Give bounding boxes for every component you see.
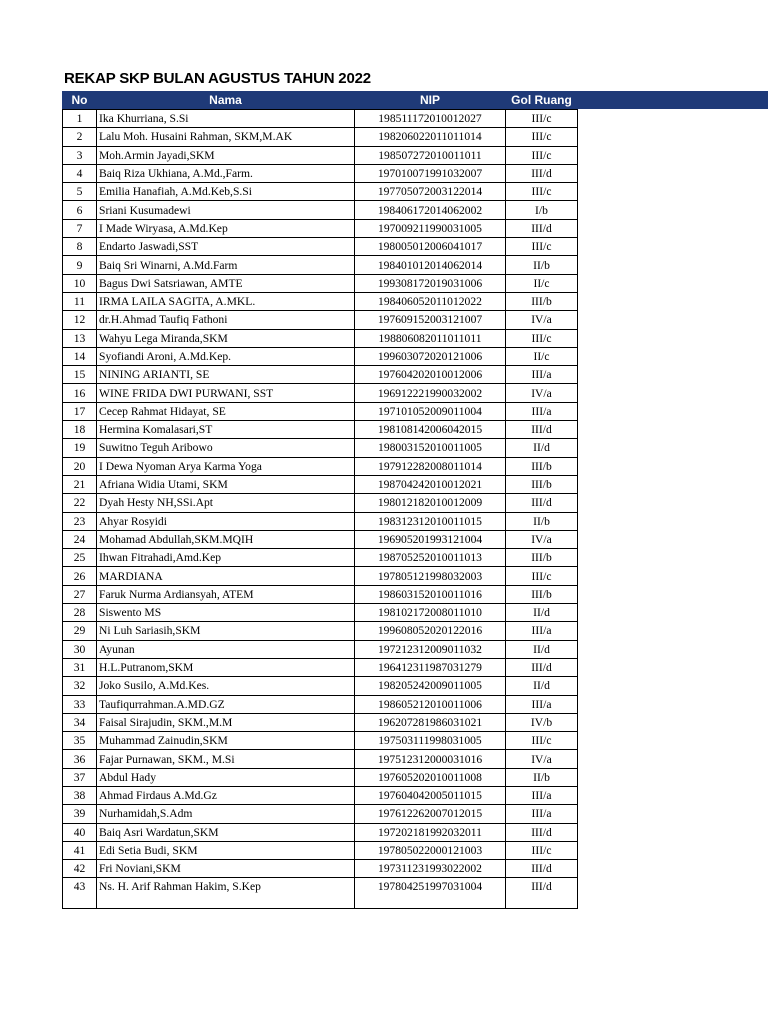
cell-gol[interactable]: III/c (506, 238, 578, 256)
cell-nip[interactable]: 198603152010011016 (355, 585, 506, 603)
cell-gol[interactable]: III/d (506, 421, 578, 439)
table-row (63, 823, 578, 841)
cell-nip[interactable]: 196912221990032002 (355, 384, 506, 402)
cell-no[interactable]: 43 (63, 878, 97, 909)
cell-nama[interactable]: Faisal Sirajudin, SKM.,M.M (97, 713, 355, 731)
cell-gol[interactable]: II/c (506, 347, 578, 365)
cell-gol[interactable]: III/a (506, 366, 578, 384)
cell-no[interactable]: 19 (63, 439, 97, 457)
cell-nama[interactable]: I Made Wiryasa, A.Md.Kep (97, 219, 355, 237)
skp-table (62, 91, 578, 909)
cell-nama[interactable]: Wahyu Lega Miranda,SKM (97, 329, 355, 347)
table-row (63, 421, 578, 439)
cell-no[interactable]: 30 (63, 640, 97, 658)
table-row (63, 274, 578, 292)
table-row (63, 457, 578, 475)
cell-nip[interactable]: 198205242009011005 (355, 677, 506, 695)
column-header-nip[interactable]: NIP (355, 91, 506, 110)
cell-gol[interactable]: III/d (506, 658, 578, 676)
table-row (63, 878, 578, 909)
cell-gol[interactable]: II/c (506, 274, 578, 292)
cell-nip[interactable]: 199308172019031006 (355, 274, 506, 292)
cell-nama[interactable]: Emilia Hanafiah, A.Md.Keb,S.Si (97, 183, 355, 201)
cell-nama[interactable]: Ahmad Firdaus A.Md.Gz (97, 786, 355, 804)
cell-gol[interactable]: III/c (506, 128, 578, 146)
cell-no[interactable]: 16 (63, 384, 97, 402)
cell-nip[interactable]: 197503111998031005 (355, 732, 506, 750)
cell-no[interactable]: 29 (63, 622, 97, 640)
cell-no[interactable]: 31 (63, 658, 97, 676)
cell-nip[interactable]: 197705072003122014 (355, 183, 506, 201)
cell-nama[interactable]: Lalu Moh. Husaini Rahman, SKM,M.AK (97, 128, 355, 146)
cell-nip[interactable]: 198005012006041017 (355, 238, 506, 256)
table-row (63, 292, 578, 310)
cell-no[interactable]: 28 (63, 604, 97, 622)
cell-nip[interactable]: 198206022011011014 (355, 128, 506, 146)
cell-gol[interactable]: II/b (506, 512, 578, 530)
cell-nip[interactable]: 197604042005011015 (355, 786, 506, 804)
table-row (63, 695, 578, 713)
cell-gol[interactable]: II/b (506, 768, 578, 786)
cell-no[interactable]: 36 (63, 750, 97, 768)
table-row (63, 677, 578, 695)
table-row (63, 475, 578, 493)
cell-nip[interactable]: 197604202010012006 (355, 366, 506, 384)
cell-nip[interactable]: 198705252010011013 (355, 549, 506, 567)
table-row (63, 256, 578, 274)
cell-nama[interactable]: Afriana Widia Utami, SKM (97, 475, 355, 493)
table-row (63, 805, 578, 823)
cell-nama[interactable]: IRMA LAILA SAGITA, A.MKL. (97, 292, 355, 310)
table-row (63, 713, 578, 731)
cell-nama[interactable]: dr.H.Ahmad Taufiq Fathoni (97, 311, 355, 329)
cell-nip[interactable]: 199603072020121006 (355, 347, 506, 365)
column-header-gol[interactable]: Gol Ruang (506, 91, 578, 110)
cell-nama[interactable]: Cecep Rahmat Hidayat, SE (97, 402, 355, 420)
cell-no[interactable]: 14 (63, 347, 97, 365)
cell-gol[interactable]: III/a (506, 622, 578, 640)
cell-nama[interactable]: Joko Susilo, A.Md.Kes. (97, 677, 355, 695)
cell-nama[interactable]: Abdul Hady (97, 768, 355, 786)
cell-nama[interactable]: Ns. H. Arif Rahman Hakim, S.Kep (97, 878, 355, 909)
table-row (63, 622, 578, 640)
cell-nama[interactable]: Endarto Jaswadi,SST (97, 238, 355, 256)
table-row (63, 604, 578, 622)
cell-nama[interactable]: Muhammad Zainudin,SKM (97, 732, 355, 750)
table-row (63, 311, 578, 329)
cell-nip[interactable]: 198401012014062014 (355, 256, 506, 274)
table-row (63, 402, 578, 420)
cell-nip[interactable]: 196905201993121004 (355, 530, 506, 548)
table-row (63, 201, 578, 219)
cell-nama[interactable]: Bagus Dwi Satsriawan, AMTE (97, 274, 355, 292)
cell-no[interactable]: 40 (63, 823, 97, 841)
cell-gol[interactable]: III/b (506, 585, 578, 603)
cell-gol[interactable]: II/d (506, 640, 578, 658)
cell-nip[interactable]: 196207281986031021 (355, 713, 506, 731)
cell-nip[interactable]: 198406052011012022 (355, 292, 506, 310)
cell-nip[interactable]: 198507272010011011 (355, 146, 506, 164)
table-row (63, 238, 578, 256)
cell-no[interactable]: 9 (63, 256, 97, 274)
cell-no[interactable]: 12 (63, 311, 97, 329)
table-row (63, 585, 578, 603)
table-row (63, 164, 578, 182)
cell-gol[interactable]: I/b (506, 201, 578, 219)
cell-no[interactable]: 42 (63, 860, 97, 878)
cell-gol[interactable]: III/c (506, 732, 578, 750)
cell-no[interactable]: 37 (63, 768, 97, 786)
cell-nip[interactable]: 198605212010011006 (355, 695, 506, 713)
table-row (63, 860, 578, 878)
cell-nama[interactable]: Nurhamidah,S.Adm (97, 805, 355, 823)
cell-nama[interactable]: Fri Noviani,SKM (97, 860, 355, 878)
cell-no[interactable]: 39 (63, 805, 97, 823)
cell-nama[interactable]: I Dewa Nyoman Arya Karma Yoga (97, 457, 355, 475)
cell-gol[interactable]: III/c (506, 567, 578, 585)
cell-nama[interactable]: Taufiqurrahman.A.MD.GZ (97, 695, 355, 713)
cell-no[interactable]: 5 (63, 183, 97, 201)
cell-gol[interactable]: III/c (506, 110, 578, 128)
cell-gol[interactable]: III/c (506, 146, 578, 164)
cell-nama[interactable]: Syofiandi Aroni, A.Md.Kep. (97, 347, 355, 365)
page-title: REKAP SKP BULAN AGUSTUS TAHUN 2022 (64, 70, 371, 87)
table-row (63, 512, 578, 530)
cell-nip[interactable]: 197009211990031005 (355, 219, 506, 237)
cell-nama[interactable]: WINE FRIDA DWI PURWANI, SST (97, 384, 355, 402)
cell-nama[interactable]: Edi Setia Budi, SKM (97, 841, 355, 859)
cell-nip[interactable]: 199608052020122016 (355, 622, 506, 640)
cell-nama[interactable]: Baiq Asri Wardatun,SKM (97, 823, 355, 841)
cell-nama[interactable]: H.L.Putranom,SKM (97, 658, 355, 676)
table-row (63, 750, 578, 768)
table-row (63, 384, 578, 402)
table-row (63, 567, 578, 585)
table-row (63, 128, 578, 146)
table-row (63, 841, 578, 859)
cell-no[interactable]: 13 (63, 329, 97, 347)
cell-nama[interactable]: Ahyar Rosyidi (97, 512, 355, 530)
cell-gol[interactable]: IV/b (506, 713, 578, 731)
cell-gol[interactable]: III/d (506, 219, 578, 237)
cell-no[interactable]: 32 (63, 677, 97, 695)
column-header-no[interactable]: No (63, 91, 97, 110)
cell-nama[interactable]: Suwitno Teguh Aribowo (97, 439, 355, 457)
cell-gol[interactable]: III/c (506, 841, 578, 859)
cell-gol[interactable]: IV/a (506, 311, 578, 329)
cell-no[interactable]: 15 (63, 366, 97, 384)
cell-no[interactable]: 18 (63, 421, 97, 439)
cell-nip[interactable]: 198511172010012027 (355, 110, 506, 128)
table-row (63, 640, 578, 658)
cell-gol[interactable]: IV/a (506, 530, 578, 548)
cell-nama[interactable]: Baiq Sri Winarni, A.Md.Farm (97, 256, 355, 274)
cell-nip[interactable]: 198102172008011010 (355, 604, 506, 622)
table-row (63, 366, 578, 384)
cell-no[interactable]: 26 (63, 567, 97, 585)
cell-gol[interactable]: III/a (506, 786, 578, 804)
cell-gol[interactable]: III/a (506, 695, 578, 713)
cell-no[interactable]: 21 (63, 475, 97, 493)
cell-gol[interactable]: III/b (506, 549, 578, 567)
column-header-nama[interactable]: Nama (97, 91, 355, 110)
cell-nip[interactable]: 196412311987031279 (355, 658, 506, 676)
table-row (63, 219, 578, 237)
cell-nip[interactable]: 198012182010012009 (355, 494, 506, 512)
cell-no[interactable]: 27 (63, 585, 97, 603)
table-row (63, 530, 578, 548)
cell-no[interactable]: 35 (63, 732, 97, 750)
cell-nip[interactable]: 197010071991032007 (355, 164, 506, 182)
cell-nip[interactable]: 197605202010011008 (355, 768, 506, 786)
cell-nama[interactable]: Sriani Kusumadewi (97, 201, 355, 219)
cell-no[interactable]: 23 (63, 512, 97, 530)
cell-no[interactable]: 41 (63, 841, 97, 859)
cell-nip[interactable]: 198312312010011015 (355, 512, 506, 530)
cell-nip[interactable]: 198108142006042015 (355, 421, 506, 439)
table-header-row (63, 91, 578, 110)
cell-gol[interactable]: III/c (506, 183, 578, 201)
table-row (63, 439, 578, 457)
cell-no[interactable]: 10 (63, 274, 97, 292)
cell-nip[interactable]: 197212312009011032 (355, 640, 506, 658)
cell-nip[interactable]: 197805121998032003 (355, 567, 506, 585)
table-row (63, 146, 578, 164)
table-row (63, 658, 578, 676)
cell-no[interactable]: 6 (63, 201, 97, 219)
cell-gol[interactable]: IV/a (506, 384, 578, 402)
cell-nama[interactable]: Ayunan (97, 640, 355, 658)
cell-nama[interactable]: Mohamad Abdullah,SKM.MQIH (97, 530, 355, 548)
cell-no[interactable]: 22 (63, 494, 97, 512)
cell-nip[interactable]: 198406172014062002 (355, 201, 506, 219)
cell-gol[interactable]: IV/a (506, 750, 578, 768)
cell-gol[interactable]: II/d (506, 604, 578, 622)
cell-no[interactable]: 11 (63, 292, 97, 310)
table-row (63, 768, 578, 786)
table-row (63, 329, 578, 347)
table-row (63, 183, 578, 201)
cell-nip[interactable]: 197512312000031016 (355, 750, 506, 768)
cell-gol[interactable]: III/d (506, 494, 578, 512)
cell-nip[interactable]: 197311231993022002 (355, 860, 506, 878)
cell-nama[interactable]: Hermina Komalasari,ST (97, 421, 355, 439)
cell-nip[interactable]: 198003152010011005 (355, 439, 506, 457)
cell-no[interactable]: 24 (63, 530, 97, 548)
cell-nama[interactable]: MARDIANA (97, 567, 355, 585)
cell-gol[interactable]: III/b (506, 292, 578, 310)
cell-no[interactable]: 38 (63, 786, 97, 804)
cell-nama[interactable]: Faruk Nurma Ardiansyah, ATEM (97, 585, 355, 603)
cell-no[interactable]: 2 (63, 128, 97, 146)
table-row (63, 110, 578, 128)
cell-nama[interactable]: Ika Khurriana, S.Si (97, 110, 355, 128)
cell-nip[interactable]: 197609152003121007 (355, 311, 506, 329)
cell-nama[interactable]: Dyah Hesty NH,SSi.Apt (97, 494, 355, 512)
cell-nip[interactable]: 197101052009011004 (355, 402, 506, 420)
cell-no[interactable]: 17 (63, 402, 97, 420)
cell-nama[interactable]: Siswento MS (97, 604, 355, 622)
cell-nip[interactable]: 197612262007012015 (355, 805, 506, 823)
table-row (63, 732, 578, 750)
cell-no[interactable]: 20 (63, 457, 97, 475)
table-row (63, 786, 578, 804)
cell-no[interactable]: 8 (63, 238, 97, 256)
cell-nip[interactable]: 197912282008011014 (355, 457, 506, 475)
cell-gol[interactable]: III/c (506, 329, 578, 347)
cell-no[interactable]: 1 (63, 110, 97, 128)
cell-gol[interactable]: III/b (506, 475, 578, 493)
table-row (63, 494, 578, 512)
cell-nip[interactable]: 198806082011011011 (355, 329, 506, 347)
cell-gol[interactable]: II/b (506, 256, 578, 274)
cell-gol[interactable]: III/a (506, 805, 578, 823)
cell-nip[interactable]: 197202181992032011 (355, 823, 506, 841)
cell-gol[interactable]: III/d (506, 164, 578, 182)
cell-nama[interactable]: NINING ARIANTI, SE (97, 366, 355, 384)
cell-gol[interactable]: II/d (506, 439, 578, 457)
cell-nip[interactable]: 197804251997031004 (355, 878, 506, 909)
cell-no[interactable]: 4 (63, 164, 97, 182)
cell-gol[interactable]: III/a (506, 402, 578, 420)
cell-nama[interactable]: Baiq Riza Ukhiana, A.Md.,Farm. (97, 164, 355, 182)
cell-gol[interactable]: III/b (506, 457, 578, 475)
cell-gol[interactable]: II/d (506, 677, 578, 695)
cell-nama[interactable]: Moh.Armin Jayadi,SKM (97, 146, 355, 164)
cell-gol[interactable]: III/d (506, 823, 578, 841)
cell-no[interactable]: 7 (63, 219, 97, 237)
cell-nama[interactable]: Fajar Purnawan, SKM., M.Si (97, 750, 355, 768)
cell-gol[interactable]: III/d (506, 860, 578, 878)
cell-gol[interactable]: III/d (506, 878, 578, 909)
cell-no[interactable]: 25 (63, 549, 97, 567)
cell-nip[interactable]: 197805022000121003 (355, 841, 506, 859)
cell-no[interactable]: 3 (63, 146, 97, 164)
cell-nama[interactable]: Ihwan Fitrahadi,Amd.Kep (97, 549, 355, 567)
cell-no[interactable]: 33 (63, 695, 97, 713)
cell-nama[interactable]: Ni Luh Sariasih,SKM (97, 622, 355, 640)
table-row (63, 549, 578, 567)
cell-no[interactable]: 34 (63, 713, 97, 731)
table-row (63, 347, 578, 365)
cell-nip[interactable]: 198704242010012021 (355, 475, 506, 493)
